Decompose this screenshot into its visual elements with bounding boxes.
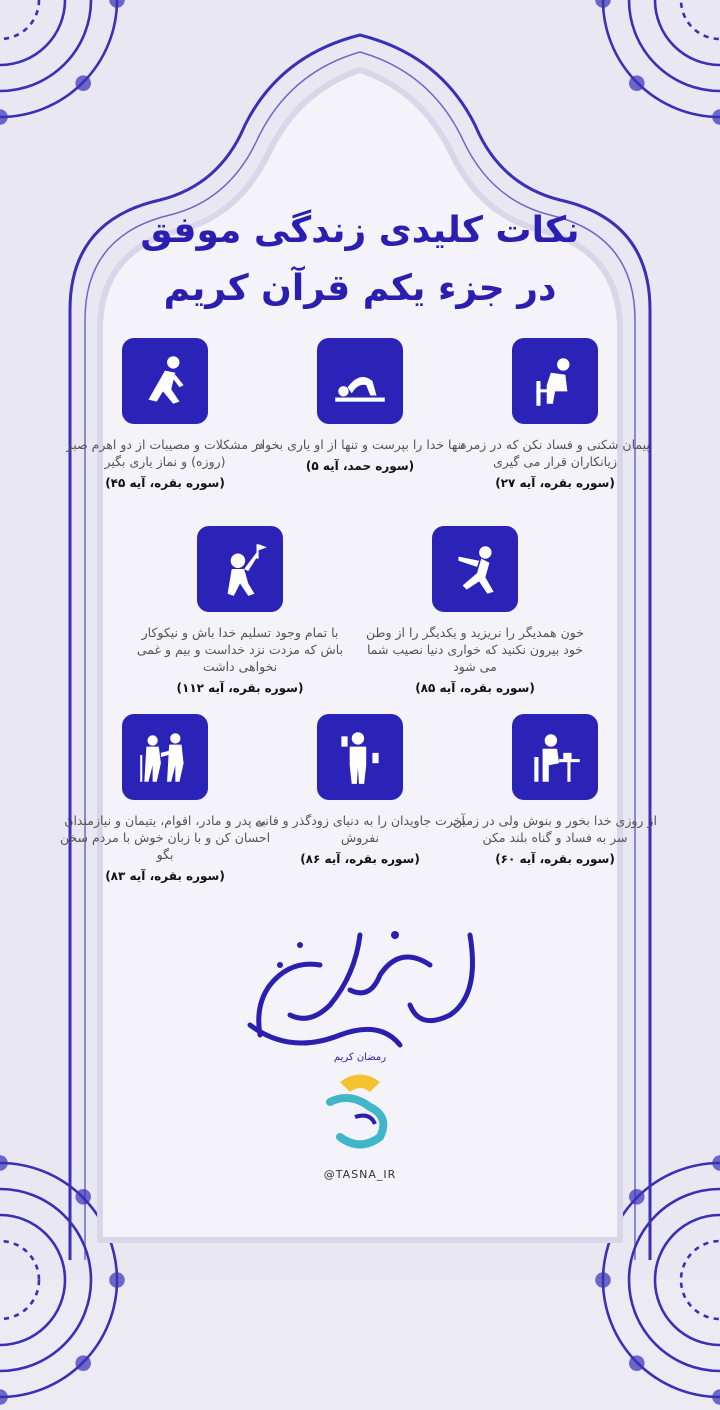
tip-reference: (سوره بقره، آیه ۸۶): [300, 852, 420, 866]
tip-tile: [122, 338, 208, 424]
falling-person-icon: [444, 538, 506, 600]
tip-card: [130, 526, 350, 695]
tip-tile: [512, 714, 598, 800]
social-handle: @TASNA_IR: [323, 1168, 397, 1181]
tip-description: پیمان شکنی و فساد نکن که در زمره زیانکاران قرار می گیری: [460, 437, 650, 469]
tip-description: از روزی خدا بخور و بنوش ولی در زمین سر به فساد و گناه بلند مکن: [453, 813, 657, 845]
tip-tile: [317, 338, 403, 424]
tip-card: [250, 714, 470, 866]
tip-reference: (سوره بقره، آیه ۸۵): [415, 681, 535, 695]
tip-reference: (سوره بقره، آیه ۴۵): [105, 476, 225, 490]
tip-description: در مشکلات و مصیبات از دو اهرم صبر (روزه) و نماز یاری بگیر: [66, 437, 264, 469]
tip-reference: (سوره بقره، آیه ۲۷): [495, 476, 615, 490]
tip-description: به پدر و مادر، اقوام، یتیمان و نیازمندان احسان کن و با زبان خوش با مردم سخن بگو: [59, 813, 271, 862]
tasna-logo-icon: [300, 1062, 420, 1162]
ramadan-calligraphy: [230, 905, 490, 1065]
praying-person-icon: [134, 350, 196, 412]
tip-reference: (سوره بقره، آیه ۶۰): [495, 852, 615, 866]
tip-description: خون همدیگر را نریزید و یکدیگر را از وطن خود بیرون نکنید که خواری دنیا نصیب شما می شود: [366, 625, 584, 674]
tip-card: [55, 338, 275, 490]
troubled-person-icon: [524, 350, 586, 412]
tip-card: [445, 338, 665, 490]
tip-card: [445, 714, 665, 866]
tip-reference: (سوره بقره، آیه ۱۱۲): [176, 681, 304, 695]
page-title: نکات کلیدی زندگی موفق: [140, 210, 580, 251]
tip-tile: [197, 526, 283, 612]
page-subtitle: در جزء یکم قرآن کریم: [163, 268, 557, 309]
tip-card: [365, 526, 585, 695]
tip-description: تنها خدا را بپرست و تنها از او یاری بخواه: [255, 437, 465, 452]
tip-tile: [512, 338, 598, 424]
tip-card: [55, 714, 275, 883]
tip-tile: [432, 526, 518, 612]
person-with-phone-icon: [329, 726, 391, 788]
tip-description: آخرت جاویدان را به دنیای زودگذر و فانی نفروش: [255, 813, 465, 845]
tip-reference: (سوره حمد، آیه ۵): [305, 459, 415, 473]
calligraphy-text: رمضان کریم: [333, 1052, 387, 1063]
tip-reference: (سوره بقره، آیه ۸۳): [105, 869, 225, 883]
tip-description: با تمام وجود تسلیم خدا باش و نیکوکار باش که مزدت نزد خداست و بیم و غمی نخواهی داشت: [136, 625, 344, 674]
tip-card: [250, 338, 470, 473]
surrender-person-icon: [209, 538, 271, 600]
helping-elderly-icon: [134, 726, 196, 788]
prostrating-person-icon: [329, 350, 391, 412]
person-eating-icon: [524, 726, 586, 788]
tip-tile: [122, 714, 208, 800]
tip-tile: [317, 714, 403, 800]
